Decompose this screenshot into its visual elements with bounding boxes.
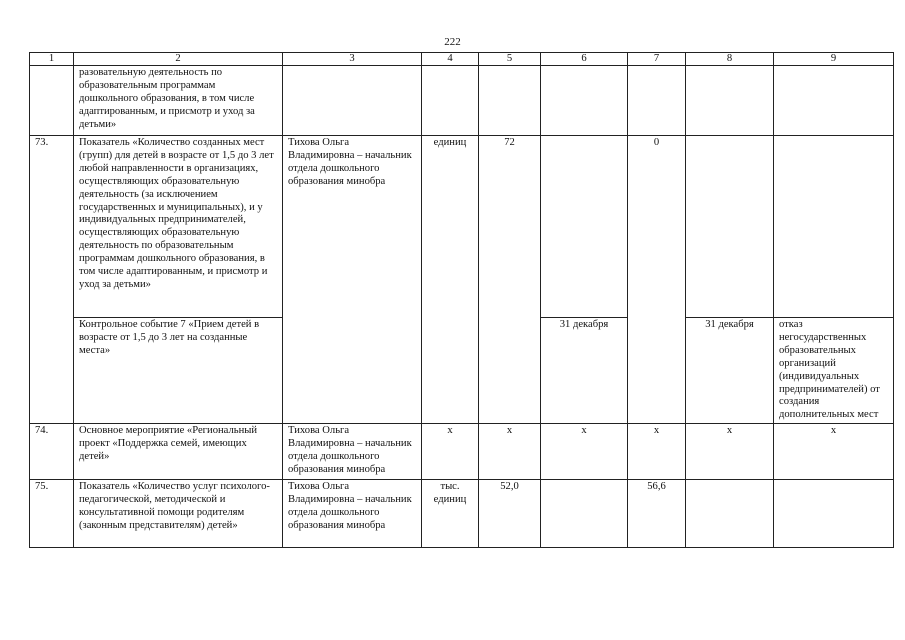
unit-cell: тыс. единиц xyxy=(422,480,479,548)
value-cell: x xyxy=(628,424,686,480)
empty-cell xyxy=(774,66,894,136)
header-cell: 2 xyxy=(74,53,283,66)
empty-cell xyxy=(686,66,774,136)
page-number: 222 xyxy=(444,36,461,48)
row-number: 74. xyxy=(30,424,74,480)
row-number: 75. xyxy=(30,480,74,548)
value-cell: x xyxy=(774,424,894,480)
header-row xyxy=(30,53,894,66)
empty-cell xyxy=(541,66,628,136)
empty-cell xyxy=(422,66,479,136)
row-number xyxy=(30,66,74,136)
value-cell: 0 xyxy=(628,136,686,424)
plan-table xyxy=(29,52,894,548)
control-event-description: Контрольное событие 7 «Прием детей в возрасте от 1,5 до 3 лет на созданные места» xyxy=(74,318,283,424)
header-cell: 1 xyxy=(30,53,74,66)
header-cell: 5 xyxy=(479,53,541,66)
header-cell: 3 xyxy=(283,53,422,66)
value-cell: 72 xyxy=(479,136,541,424)
value-cell: x xyxy=(686,424,774,480)
row-description: Показатель «Количество услуг психолого-педагогической, методической и консультативной помощи родителям (законным представителям) детей» xyxy=(74,480,283,548)
empty-cell xyxy=(686,480,774,548)
row-description: Основное мероприятие «Региональный проект «Поддержка семей, имеющих детей» xyxy=(74,424,283,480)
row-description: Показатель «Количество созданных мест (групп) для детей в возрасте от 1,5 до 3 лет любой направленности в организациях, осуществляющих образовательную деятельность (за исключением государственных и муниципальных), и у индивидуальных предпринимателей, осуществляющих образовательную деятельность по образовательным программам дошкольного образования, в том числе адаптированным, и присмотр и уход за детьми» xyxy=(74,136,283,318)
table-row xyxy=(30,424,894,480)
header-cell: 7 xyxy=(628,53,686,66)
responsible-person: Тихова Ольга Владимировна – начальник отдела дошкольного образования минобра xyxy=(283,424,422,480)
empty-cell xyxy=(774,136,894,318)
value-cell: x xyxy=(422,424,479,480)
value-cell: 56,6 xyxy=(628,480,686,548)
date-cell: 31 декабря xyxy=(541,318,628,424)
responsible-person: Тихова Ольга Владимировна – начальник отдела дошкольного образования минобра xyxy=(283,136,422,424)
table-row xyxy=(30,136,894,318)
table-row xyxy=(30,66,894,136)
value-cell: 52,0 xyxy=(479,480,541,548)
header-cell: 4 xyxy=(422,53,479,66)
risk-cell: отказ негосударственных образовательных организаций (индивидуальных предпринимателей) от создания дополнительных мест xyxy=(774,318,894,424)
empty-cell xyxy=(541,136,628,318)
empty-cell xyxy=(283,66,422,136)
header-cell: 6 xyxy=(541,53,628,66)
value-cell: x xyxy=(541,424,628,480)
date-cell: 31 декабря xyxy=(686,318,774,424)
row-number: 73. xyxy=(30,136,74,424)
empty-cell xyxy=(628,66,686,136)
value-cell: x xyxy=(479,424,541,480)
responsible-person: Тихова Ольга Владимировна – начальник отдела дошкольного образования минобра xyxy=(283,480,422,548)
header-cell: 8 xyxy=(686,53,774,66)
row-description: разовательную деятельность по образовательным программам дошкольного образования, в том числе адаптированным, и присмотр и уход за детьми» xyxy=(74,66,283,136)
empty-cell xyxy=(479,66,541,136)
table-row xyxy=(30,480,894,548)
empty-cell xyxy=(774,480,894,548)
unit-cell: единиц xyxy=(422,136,479,424)
header-cell: 9 xyxy=(774,53,894,66)
empty-cell xyxy=(686,136,774,318)
empty-cell xyxy=(541,480,628,548)
